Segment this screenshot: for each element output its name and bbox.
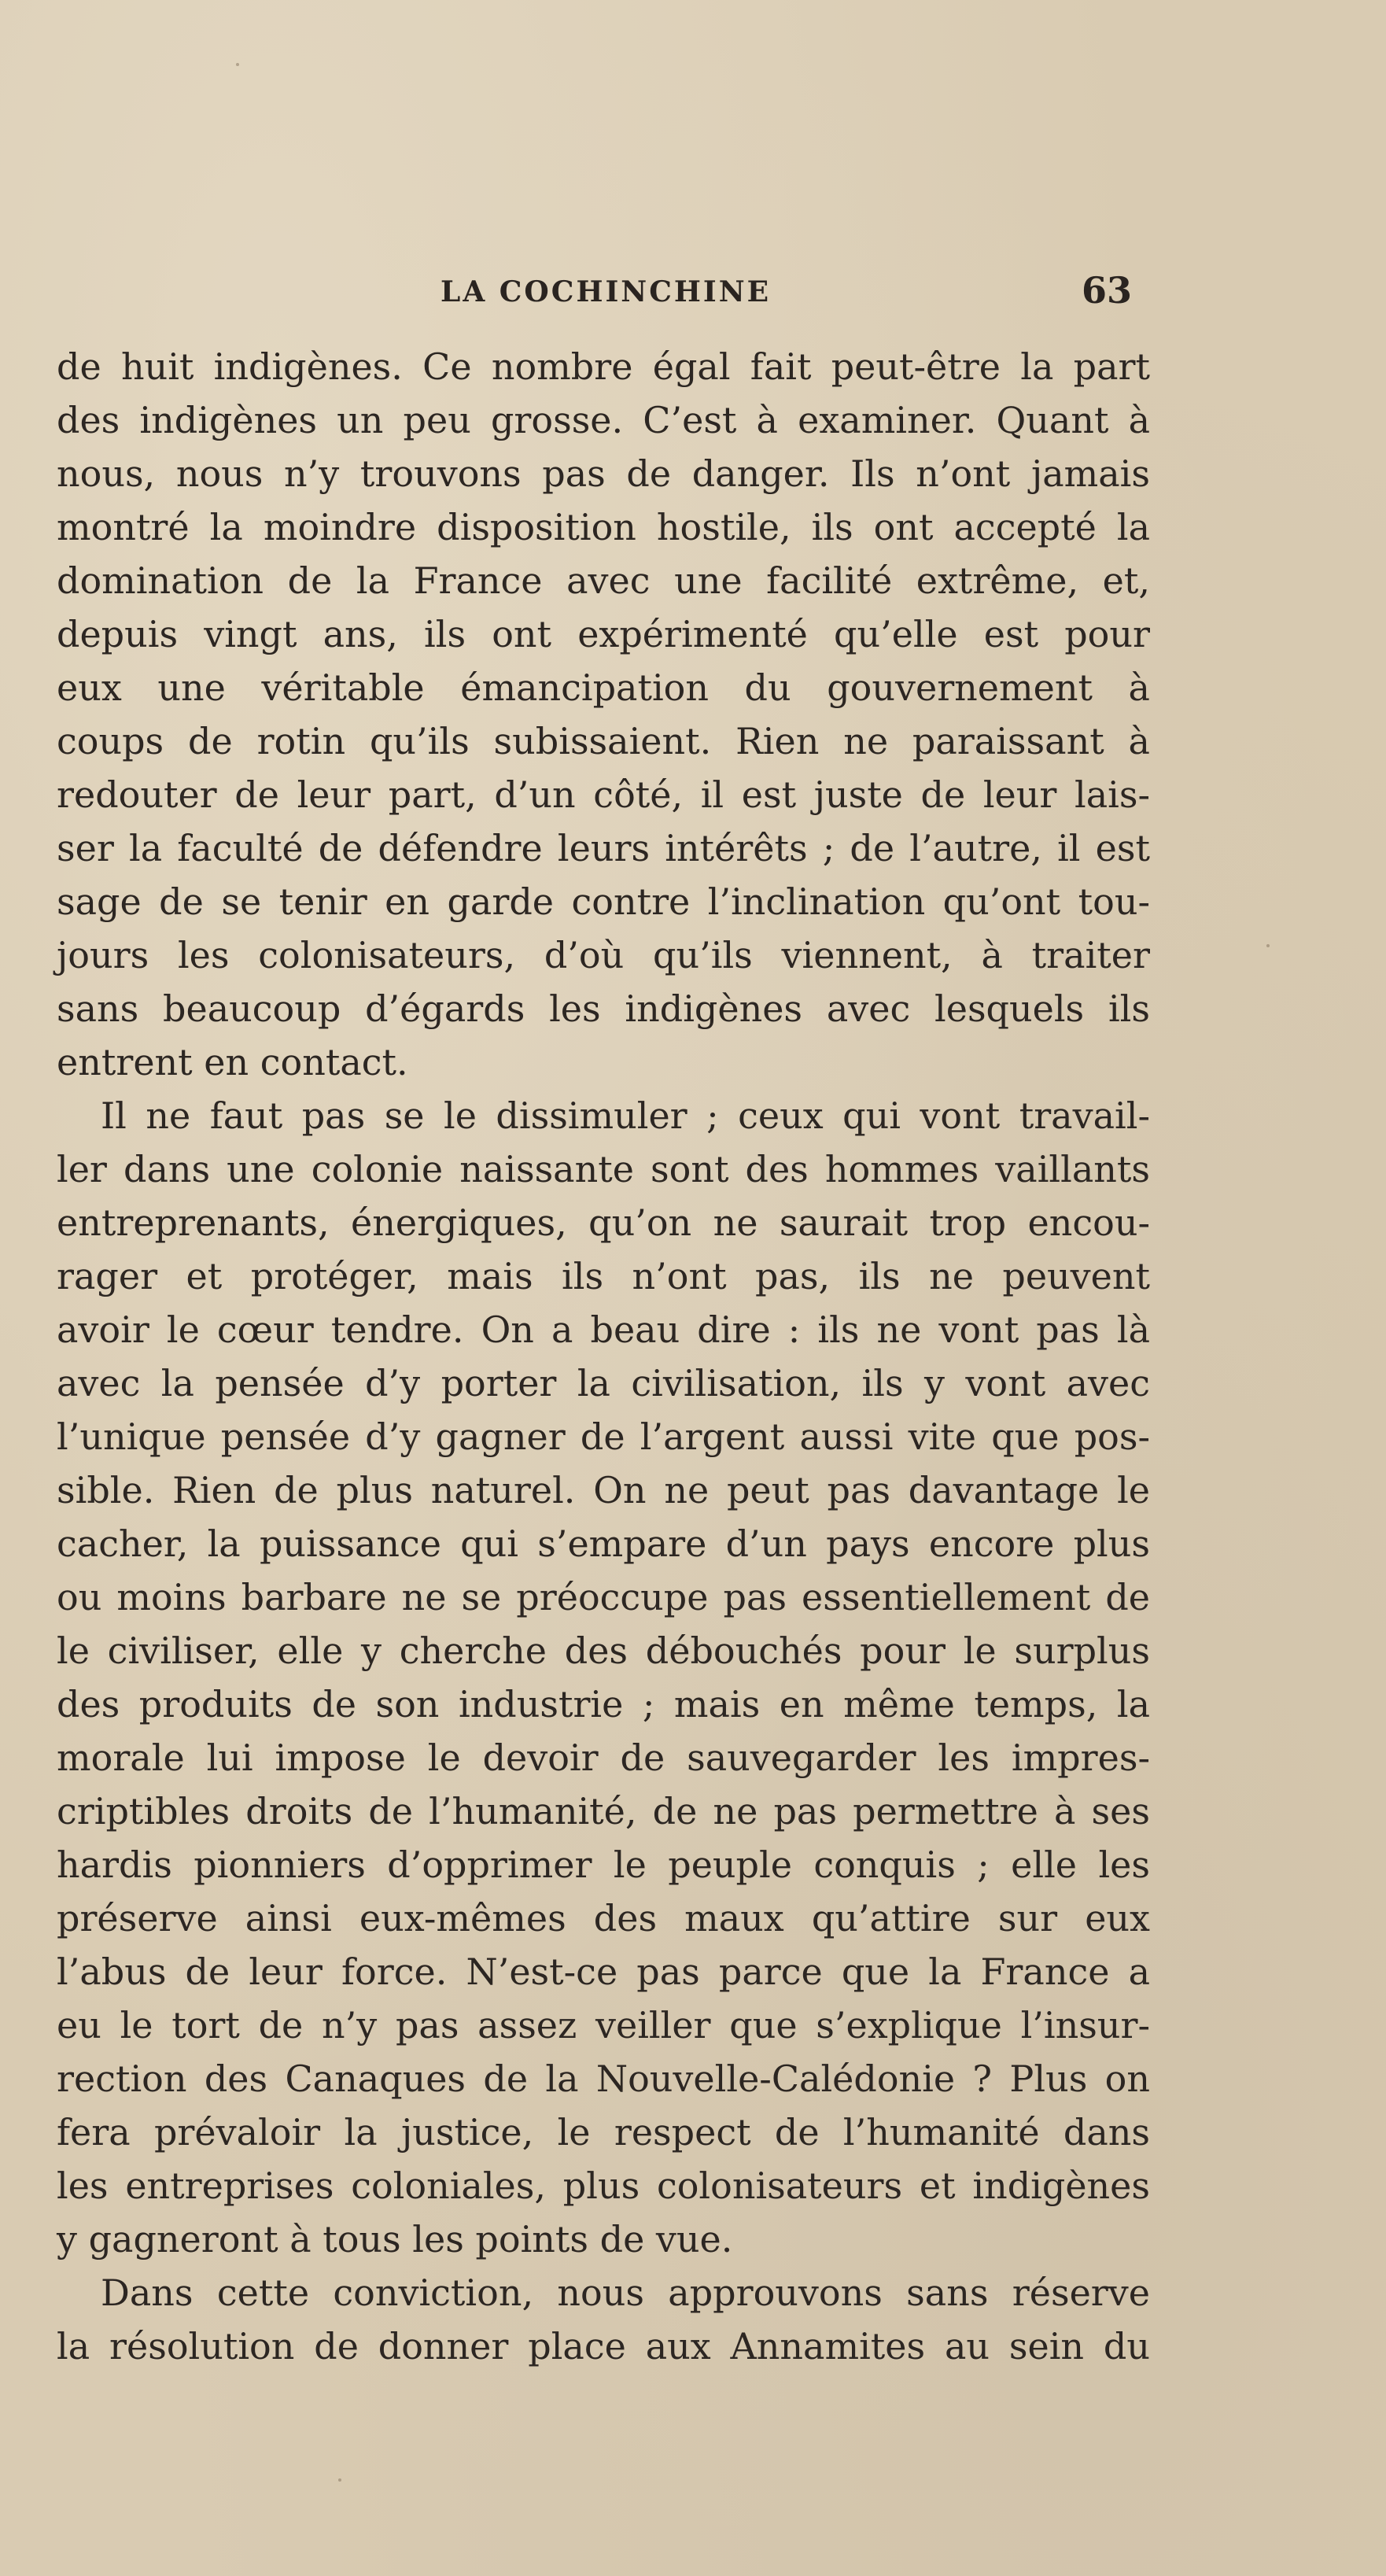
text-line: sans beaucoup d’égards les indigènes avec lesquels ils [57,987,1150,1030]
text-line: eu le tort de n’y pas assez veiller que s’explique l’insur- [57,2004,1150,2046]
text-line: morale lui impose le devoir de sauvegarder les impres- [57,1736,1150,1779]
text-line: l’abus de leur force. N’est-ce pas parce que la France a [57,1950,1150,1993]
paper-speck [338,2478,341,2482]
text-line: les entreprises coloniales, plus colonisateurs et indigènes [57,2165,1150,2207]
paper-speck [236,63,239,66]
text-line: rection des Canaques de la Nouvelle-Calédonie ? Plus on [57,2057,1150,2100]
text-line: des indigènes un peu grosse. C’est à examiner. Quant à [57,399,1150,441]
text-line: entrent en contact. [57,1041,408,1083]
text-line: domination de la France avec une facilité extrême, et, [57,559,1150,602]
text-line: ou moins barbare ne se préoccupe pas essentiellement de [57,1576,1150,1618]
text-line: fera prévaloir la justice, le respect de l’humanité dans [57,2111,1150,2153]
text-line: jours les colonisateurs, d’où qu’ils viennent, à traiter [57,934,1150,976]
text-line: des produits de son industrie ; mais en même temps, la [57,1683,1150,1725]
text-line: avec la pensée d’y porter la civilisation, ils y vont avec [57,1362,1150,1404]
page-header [440,269,1148,323]
text-line: Dans cette conviction, nous approuvons sans réserve [101,2272,1150,2314]
text-line: nous, nous n’y trouvons pas de danger. Ils n’ont jamais [57,452,1150,495]
paper-speck [1266,944,1270,947]
text-line: montré la moindre disposition hostile, ils ont accepté la [57,506,1150,548]
page-number: 63 [1082,269,1133,312]
text-line: sage de se tenir en garde contre l’inclination qu’ont tou- [57,880,1150,923]
text-line: la résolution de donner place aux Annamites au sein du [57,2325,1150,2367]
text-line: y gagneront à tous les points de vue. [57,2218,733,2260]
text-line: Il ne faut pas se le dissimuler ; ceux qui vont travail- [101,1094,1150,1137]
text-line: l’unique pensée d’y gagner de l’argent aussi vite que pos- [57,1415,1150,1458]
text-line: depuis vingt ans, ils ont expérimenté qu’elle est pour [57,613,1150,655]
text-line: ser la faculté de défendre leurs intérêts ; de l’autre, il est [57,827,1150,869]
text-line: avoir le cœur tendre. On a beau dire : ils ne vont pas là [57,1308,1150,1351]
text-line: rager et protéger, mais ils n’ont pas, ils ne peuvent [57,1255,1150,1297]
running-head: LA COCHINCHINE [440,275,772,308]
text-line: redouter de leur part, d’un côté, il est juste de leur lais- [57,773,1150,816]
text-line: coups de rotin qu’ils subissaient. Rien ne paraissant à [57,720,1150,762]
text-line: préserve ainsi eux-mêmes des maux qu’attire sur eux [57,1897,1150,1939]
text-line: eux une véritable émancipation du gouvernement à [57,666,1150,709]
text-line: cacher, la puissance qui s’empare d’un pays encore plus [57,1522,1150,1565]
body-text [57,340,1150,2373]
text-line: sible. Rien de plus naturel. On ne peut pas davantage le [57,1469,1150,1511]
text-line: le civiliser, elle y cherche des débouchés pour le surplus [57,1629,1150,1672]
text-line: entreprenants, énergiques, qu’on ne saurait trop encou- [57,1201,1150,1244]
text-line: ler dans une colonie naissante sont des hommes vaillants [57,1148,1150,1190]
text-line: de huit indigènes. Ce nombre égal fait peut-être la part [57,345,1150,388]
text-line: criptibles droits de l’humanité, de ne pas permettre à ses [57,1790,1150,1832]
text-line: hardis pionniers d’opprimer le peuple conquis ; elle les [57,1843,1150,1886]
